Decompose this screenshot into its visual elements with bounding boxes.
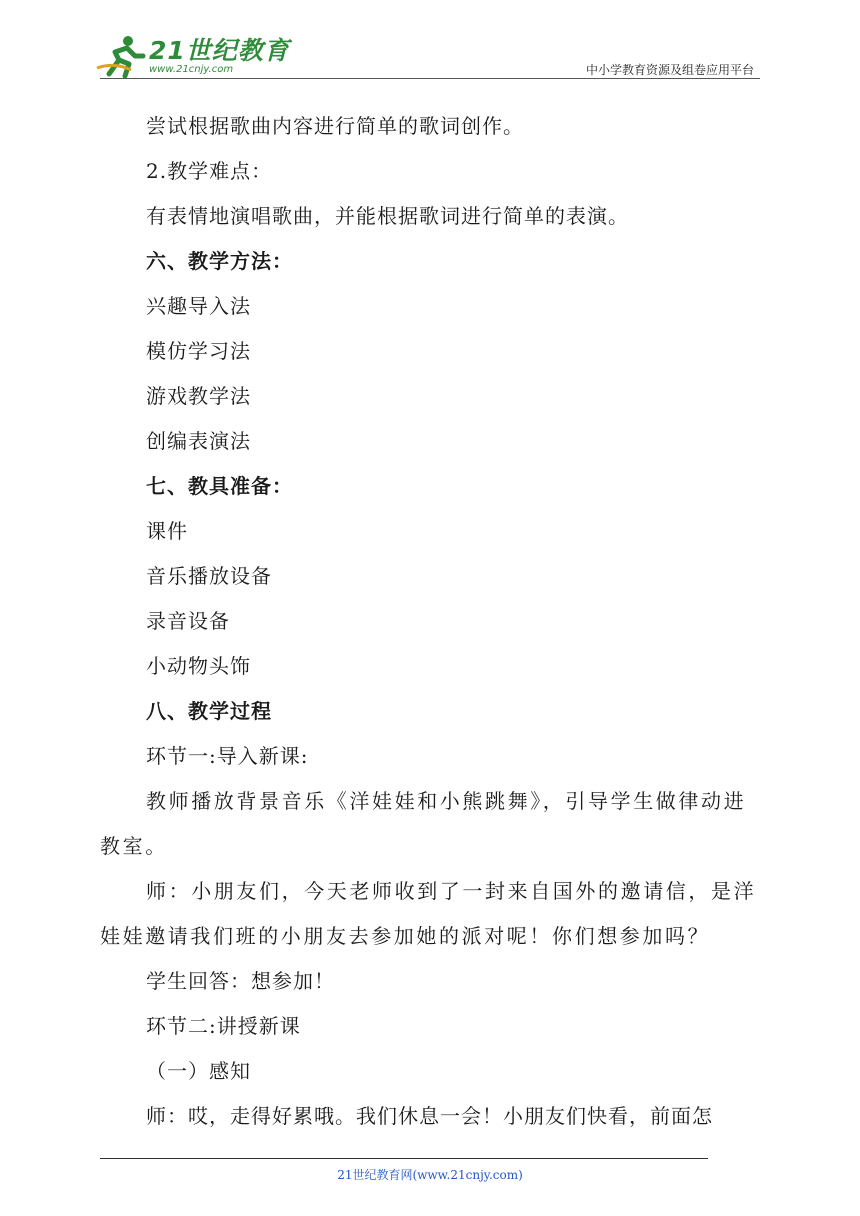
text-line: 2.教学难点： (146, 159, 273, 183)
text-line: 创编表演法 (146, 429, 251, 453)
section-heading: 六、教学方法： (146, 249, 293, 273)
footer-link[interactable]: 21世纪教育网(www.21cnjy.com) (337, 1168, 523, 1182)
text-line: 环节一:导入新课: (146, 744, 309, 768)
text-line: 环节二:讲授新课 (146, 1014, 301, 1038)
section-heading: 八、教学过程 (146, 699, 272, 723)
header-divider (100, 78, 760, 79)
text-line: （一）感知 (146, 1059, 251, 1083)
text-line: 学生回答：想参加！ (146, 969, 335, 993)
paragraph: 师：小朋友们，今天老师收到了一封来自国外的邀请信，是洋娃娃邀请我们班的小朋友去参加她的派对呢！你们想参加吗？ (100, 879, 757, 948)
text-line: 兴趣导入法 (146, 294, 251, 318)
site-logo (95, 34, 290, 78)
section-heading: 七、教具准备： (146, 474, 293, 498)
text-line: 课件 (146, 519, 188, 543)
logo-url: www.21cnjy.com (149, 63, 234, 75)
footer-divider (100, 1158, 708, 1159)
text-line: 师：哎，走得好累哦。我们休息一会！小朋友们快看，前面怎 (146, 1104, 713, 1128)
header-tagline: 中小学教育资源及组卷应用平台 (585, 63, 754, 77)
text-line: 模仿学习法 (146, 339, 251, 363)
page-header (0, 0, 860, 80)
running-man-logo-icon (95, 34, 147, 78)
text-line: 有表情地演唱歌曲，并能根据歌词进行简单的表演。 (146, 204, 629, 228)
text-line: 音乐播放设备 (146, 564, 272, 588)
paragraph: 教师播放背景音乐《洋娃娃和小熊跳舞》，引导学生做律动进教室。 (100, 789, 747, 858)
logo-title: 21世纪教育 (149, 35, 290, 65)
text-line: 小动物头饰 (146, 654, 251, 678)
text-line: 尝试根据歌曲内容进行简单的歌词创作。 (146, 114, 524, 138)
text-line: 游戏教学法 (146, 384, 251, 408)
document-body (100, 104, 766, 1139)
text-line: 录音设备 (146, 609, 230, 633)
